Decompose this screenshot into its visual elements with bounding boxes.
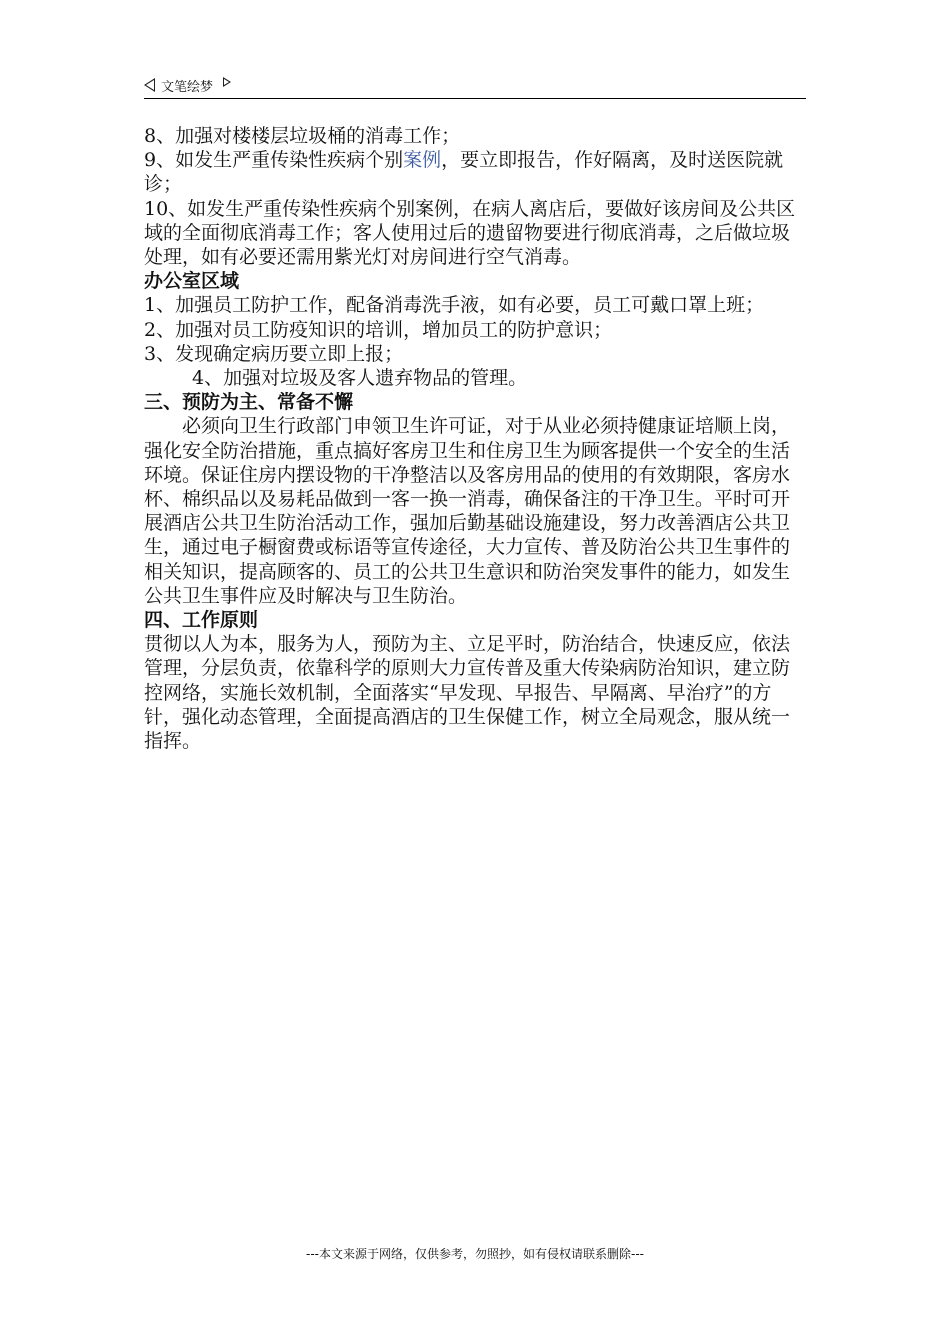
header-logo [144,74,231,96]
paragraph-item-10: 10、如发生严重传染性疾病个别案例，在病人离店后，要做好该房间及公共区域的全面彻底消毒工作；客人使用过后的遗留物要进行彻底消毒，之后做垃圾处理，如有必要还需用紫光灯对房间进行空气消毒。 [144,197,796,269]
header-logo-text: 文笔绘梦 [161,79,214,95]
paragraph-item-9-after: ，要立即报告，作好隔离，及时送医院就诊； [144,149,784,196]
section-office-title: 办公室区域 [144,270,240,293]
office-item-2: 2、加强对员工防疫知识的培训，增加员工的防护意识； [144,318,613,341]
section-three-title: 三、预防为主、常备不懈 [144,391,354,414]
paragraph-item-8: 8、加强对楼楼层垃圾桶的消毒工作； [144,125,461,147]
page-footer: ---本文来源于网络，仅供参考，勿照抄，如有侵权请联系删除--- [306,1247,644,1261]
section-four-title: 四、工作原则 [144,609,259,632]
paragraph-item-9-before: 9、如发生严重传染性疾病个别 [144,149,404,172]
paragraph-item-9 [144,148,808,196]
office-item-3: 3、发现确定病历要立即上报； [144,342,404,365]
office-item-1: 1、加强员工防护工作，配备消毒洗手液，如有必要，员工可戴口罩上班； [144,294,765,317]
section-three-body: 必须向卫生行政部门申领卫生许可证，对于从业必须持健康证培顺上岗，强化安全防治措施，重点搞好客房卫生和住房卫生为顾客提供一个安全的生活环境。保证住房内摆设物的干净整洁以及客房用品的使用的有效期限，客房水杯、棉织品以及易耗品做到一客一换一消毒，确保备注的干净卫生。平时可开展酒店公共卫生防治活动工作，强加后勤基础设施建设，努力改善酒店公共卫生，通过电子橱窗费或标语等宣传途径，大力宣传、普及防治公共卫生事件的相关知识，提高顾客的、员工的公共卫生意识和防治突发事件的能力，如发生公共卫生事件应及时解决与卫生防治。 [144,415,791,607]
page-header [144,74,806,99]
case-link[interactable]: 案例 [403,149,442,172]
triangle-right-icon [223,77,231,87]
section-four-body: 贯彻以人为本，服务为人，预防为主、立足平时，防治结合，快速反应，依法管理，分层负责，依靠科学的原则大力宣传普及重大传染病防治知识，建立防控网络，实施长效机制，全面落实“早发现、早报告、早隔离、早治疗”的方针，强化动态管理，全面提高酒店的卫生保健工作，树立全局观念，服从统一指挥。 [144,633,791,753]
office-item-4: 4、加强对垃圾及客人遗弃物品的管理。 [192,367,528,390]
triangle-left-icon [144,78,155,92]
document-body [144,124,808,753]
